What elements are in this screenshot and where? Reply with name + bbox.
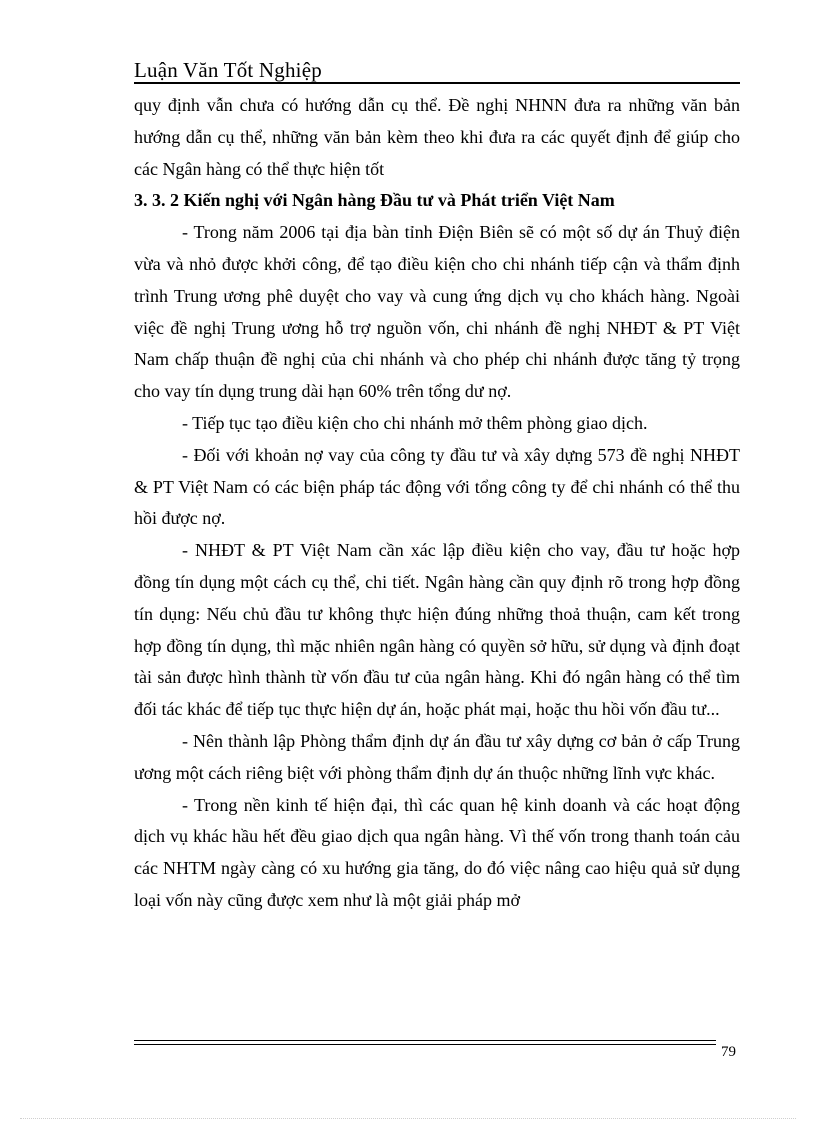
paragraph-debt-recovery: - Đối với khoản nợ vay của công ty đầu tư và xây dựng 573 đề nghị NHĐT & PT Việt Nam có các biện pháp tác động với tổng công ty để chi nhánh có thể thu hồi được nợ.	[134, 444, 740, 529]
page-number: 79	[721, 1044, 736, 1060]
paragraph-hydropower-projects: - Trong năm 2006 tại địa bàn tỉnh Điện Biên sẽ có một số dự án Thuỷ điện vừa và nhỏ được khởi công, để tạo điều kiện cho chi nhánh tiếp cận và thẩm định trình Trung ương phê duyệt cho vay và cung ứng dịch vụ cho khách hàng. Ngoài việc đề nghị Trung ương hỗ trợ nguồn vốn, chi nhánh đề nghị NHĐT & PT Việt Nam chấp thuận đề nghị của chi nhánh và cho phép chi nhánh được tăng tỷ trọng cho vay tín dụng trung dài hạn 60% trên tổng dư nợ.	[134, 222, 740, 402]
footer-divider-bottom	[134, 1044, 716, 1045]
paragraph-appraisal-department: - Nên thành lập Phòng thẩm định dự án đầu tư xây dựng cơ bản ở cấp Trung ương một cách riêng biệt với phòng thẩm định dự án thuộc những lĩnh vực khác.	[134, 730, 740, 783]
document-body	[134, 90, 740, 917]
page-header-title: Luận Văn Tốt Nghiệp	[134, 58, 322, 82]
intro-paragraph: quy định vẫn chưa có hướng dẫn cụ thể. Đề nghị NHNN đưa ra những văn bản hướng dẫn cụ thể, những văn bản kèm theo khi đưa ra các quyết định để giúp cho các Ngân hàng có thể thực hiện tốt	[134, 95, 740, 179]
paragraph-transaction-offices: - Tiếp tục tạo điều kiện cho chi nhánh mở thêm phòng giao dịch.	[182, 412, 648, 433]
footer-divider-top	[134, 1040, 716, 1041]
page-edge-dotted-line	[20, 1118, 796, 1119]
paragraph-loan-conditions: - NHĐT & PT Việt Nam cần xác lập điều kiện cho vay, đầu tư hoặc hợp đồng tín dụng một cách cụ thể, chi tiết. Ngân hàng cần quy định rõ trong hợp đồng tín dụng: Nếu chủ đầu tư không thực hiện đúng những thoả thuận, cam kết trong hợp đồng tín dụng, thì mặc nhiên ngân hàng có quyền sở hữu, sử dụng và định đoạt tài sản được hình thành từ vốn đầu tư của ngân hàng. Khi đó ngân hàng có thể tìm đối tác khác để tiếp tục thực hiện dự án, hoặc phát mại, hoặc thu hồi vốn đầu tư...	[134, 540, 740, 720]
header-divider	[134, 82, 740, 84]
section-heading: 3. 3. 2 Kiến nghị với Ngân hàng Đầu tư và Phát triển Việt Nam	[134, 190, 615, 211]
paragraph-payment-capital: - Trong nền kinh tế hiện đại, thì các quan hệ kinh doanh và các hoạt động dịch vụ khác hầu hết đều giao dịch qua ngân hàng. Vì thế vốn trong thanh toán cảu các NHTM ngày càng có xu hướng gia tăng, do đó việc nâng cao hiệu quả sử dụng loại vốn này cũng được xem như là một giải pháp mở	[134, 794, 740, 910]
